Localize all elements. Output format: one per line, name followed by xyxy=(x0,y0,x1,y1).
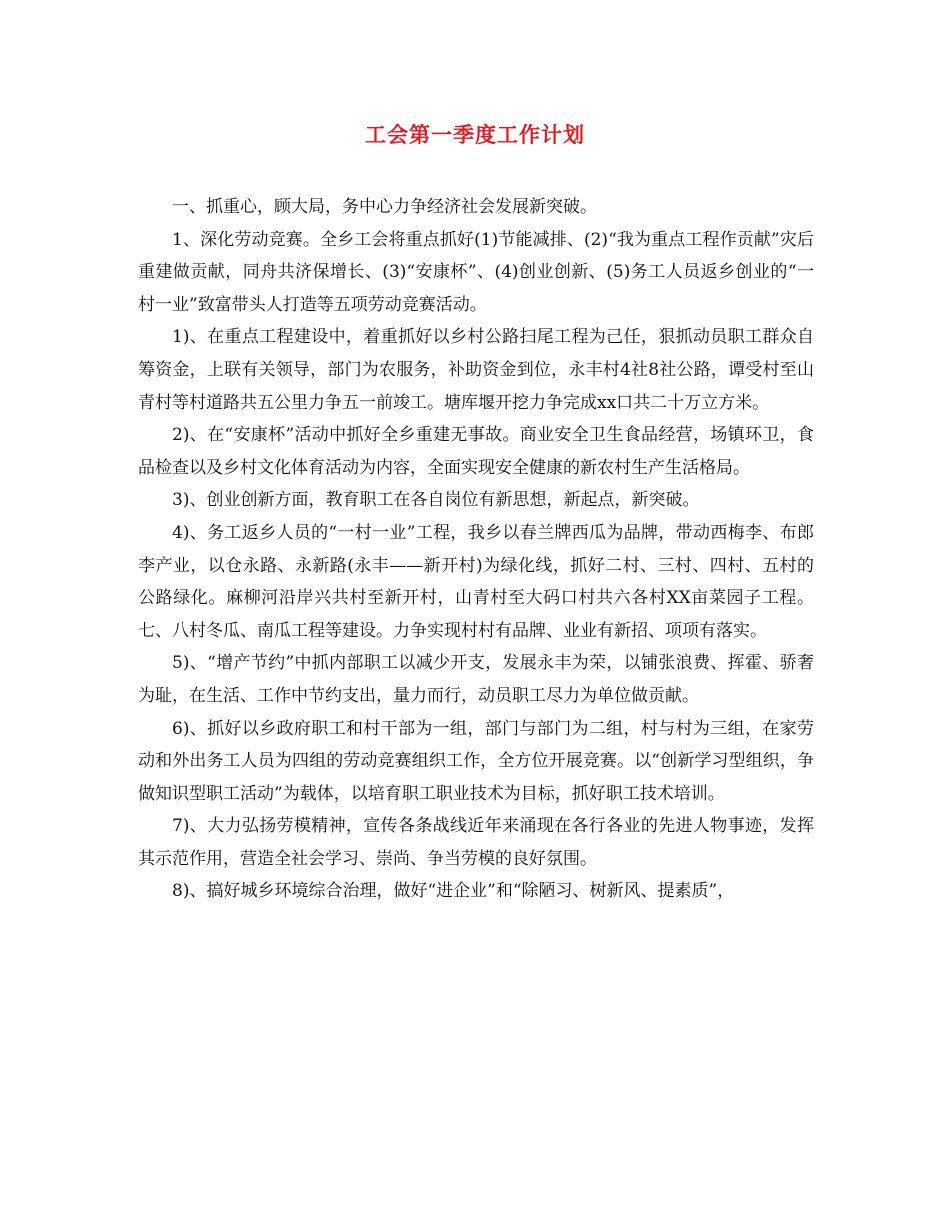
paragraph-subitem-5: 5)、“增产节约”中抓内部职工以减少开支，发展永丰为荣，以铺张浪费、挥霍、骄奢为耻，在生活、工作中节约支出，量力而行，动员职工尽力为单位做贡献。 xyxy=(138,653,814,706)
paragraph-subitem-7: 7)、大力弘扬劳模精神，宣传各条战线近年来涌现在各行各业的先进人物事迹，发挥其示范作用，营造全社会学习、崇尚、争当劳模的良好氛围。 xyxy=(138,816,814,869)
paragraph-item-1: 1、深化劳动竞赛。全乡工会将重点抓好(1)节能减排、(2)“我为重点工程作贡献”灾后重建做贡献，同舟共济保增长、(3)“安康杯”、(4)创业创新、(5)务工人员返乡创业的“一村一业”致富带头人打造等五项劳动竞赛活动。 xyxy=(138,229,814,315)
document-title: 工会第一季度工作计划 xyxy=(365,123,585,147)
paragraph-subitem-3: 3)、创业创新方面，教育职工在各自岗位有新思想，新起点，新突破。 xyxy=(172,490,700,511)
paragraph-subitem-8: 8)、搞好城乡环境综合治理，做好“进企业”和“除陋习、树新风、提素质”， xyxy=(172,881,735,902)
paragraph-subitem-4: 4)、务工返乡人员的“一村一业”工程，我乡以春兰牌西瓜为品牌，带动西梅李、布郎李产业，以仓永路、永新路(永丰——新开村)为绿化线，抓好二村、三村、四村、五村的公路绿化。麻柳河沿岸兴共村至新开村，山青村至大码口村共六各村XX亩菜园子工程。七、八村冬瓜、南瓜工程等建设。力争实现村村有品牌、业业有新招、项项有落实。 xyxy=(138,522,814,641)
document-body xyxy=(138,191,814,908)
paragraph-section-heading: 一、抓重心，顾大局，务中心力争经济社会发展新突破。 xyxy=(172,197,597,217)
paragraph-subitem-6: 6)、抓好以乡政府职工和村干部为一组，部门与部门为二组，村与村为三组，在家劳动和外出务工人员为四组的劳动竞赛组织工作，全方位开展竞赛。以“创新学习型组织，争做知识型职工活动”为载体，以培育职工职业技术为目标，抓好职工技术培训。 xyxy=(138,718,814,804)
paragraph-subitem-2: 2)、在“安康杯”活动中抓好全乡重建无事故。商业安全卫生食品经营，场镇环卫，食品检查以及乡村文化体育活动为内容，全面实现安全健康的新农村生产生活格局。 xyxy=(138,425,814,478)
paragraph-subitem-1: 1)、在重点工程建设中，着重抓好以乡村公路扫尾工程为己任，狠抓动员职工群众自筹资金，上联有关领导，部门为农服务，补助资金到位，永丰村4社8社公路，谭受村至山青村等村道路共五公里力争五一前竣工。塘库堰开挖力争完成xx口共二十万立方米。 xyxy=(138,327,814,413)
